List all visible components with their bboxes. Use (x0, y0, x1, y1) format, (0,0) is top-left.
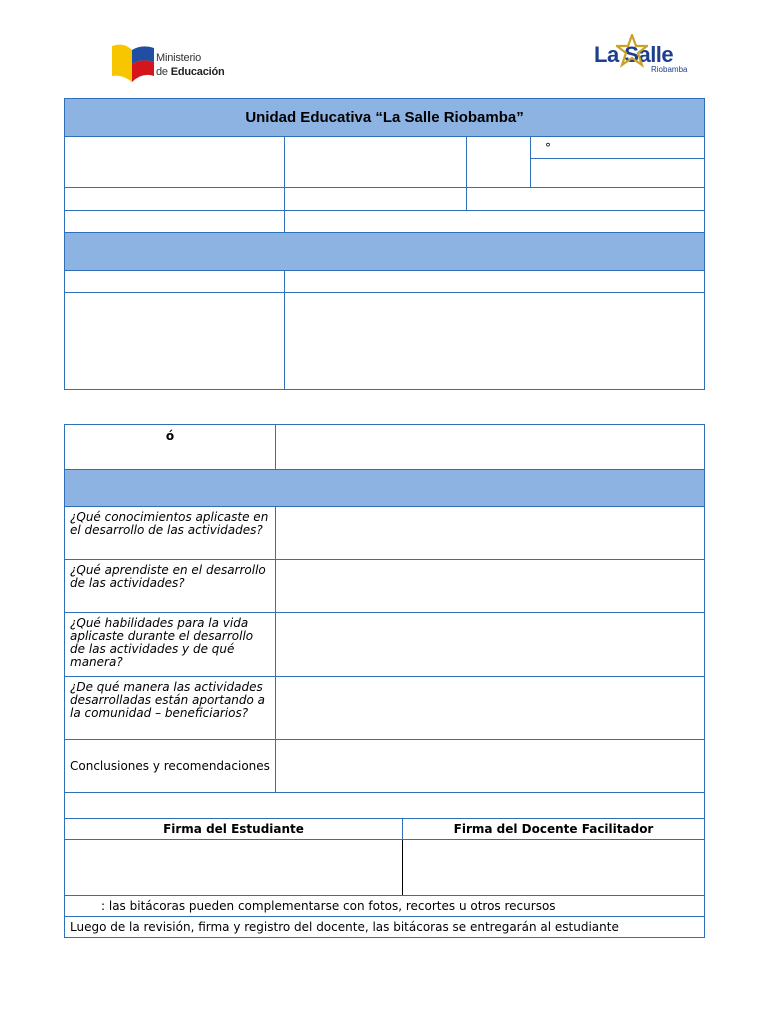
question-community: ¿De qué manera las actividades desarrolladas están aportando a la comunidad – beneficiarios? (65, 677, 276, 740)
section-header-2 (65, 470, 705, 507)
la-salle-sub: Riobamba (651, 65, 688, 74)
info-cell-g[interactable] (467, 188, 705, 211)
final-line: Luego de la revisión, firma y registro del docente, las bitácoras se entregarán al estudiante (65, 917, 705, 938)
blank-row (65, 793, 705, 819)
answer-community[interactable] (276, 677, 705, 740)
answer-knowledge[interactable] (276, 507, 705, 560)
signature-student-label: Firma del Estudiante (65, 819, 403, 840)
answer-learned[interactable] (276, 560, 705, 613)
la-salle-brand: La Salle (594, 42, 674, 67)
info-cell-l[interactable] (65, 293, 285, 390)
question-life-skills: ¿Qué habilidades para la vida aplicaste durante el desarrollo de las actividades y de qué manera? (65, 613, 276, 677)
reflection-table (64, 424, 705, 938)
info-cell-f[interactable] (285, 188, 467, 211)
header-info-table (64, 98, 705, 390)
info-cell-i[interactable] (285, 211, 705, 233)
la-salle-logo (594, 34, 710, 78)
conclusions-label: Conclusiones y recomendaciones (65, 740, 276, 793)
signature-student-box[interactable] (65, 840, 403, 896)
info-cell-j[interactable] (65, 271, 285, 293)
info-cell-k[interactable] (285, 271, 705, 293)
info-cell-c[interactable] (467, 137, 531, 188)
answer-conclusions[interactable] (276, 740, 705, 793)
ministerio-educacion-logo (110, 42, 230, 84)
info-cell-b[interactable] (285, 137, 467, 188)
degree-cell: ° (531, 137, 705, 159)
info-cell-e[interactable] (65, 188, 285, 211)
signature-teacher-box[interactable] (403, 840, 705, 896)
answer-life-skills[interactable] (276, 613, 705, 677)
ministerio-line2: de Educación (156, 66, 225, 78)
info-cell-a[interactable] (65, 137, 285, 188)
ministerio-flag-icon (110, 42, 156, 84)
ministerio-line1: Ministerio (156, 52, 202, 64)
info-cell-m[interactable] (285, 293, 705, 390)
section-header-1 (65, 233, 705, 271)
star-icon (616, 34, 648, 68)
note-line: : las bitácoras pueden complementarse con fotos, recortes u otros recursos (65, 896, 705, 917)
accent-answer-cell[interactable] (276, 425, 705, 470)
info-cell-h[interactable] (65, 211, 285, 233)
accent-cell: ó (65, 425, 276, 470)
question-knowledge: ¿Qué conocimientos aplicaste en el desarrollo de las actividades? (65, 507, 276, 560)
signature-teacher-label: Firma del Docente Facilitador (403, 819, 705, 840)
info-cell-d[interactable] (531, 159, 705, 188)
question-learned: ¿Qué aprendiste en el desarrollo de las actividades? (65, 560, 276, 613)
school-title: Unidad Educativa “La Salle Riobamba” (65, 99, 705, 137)
